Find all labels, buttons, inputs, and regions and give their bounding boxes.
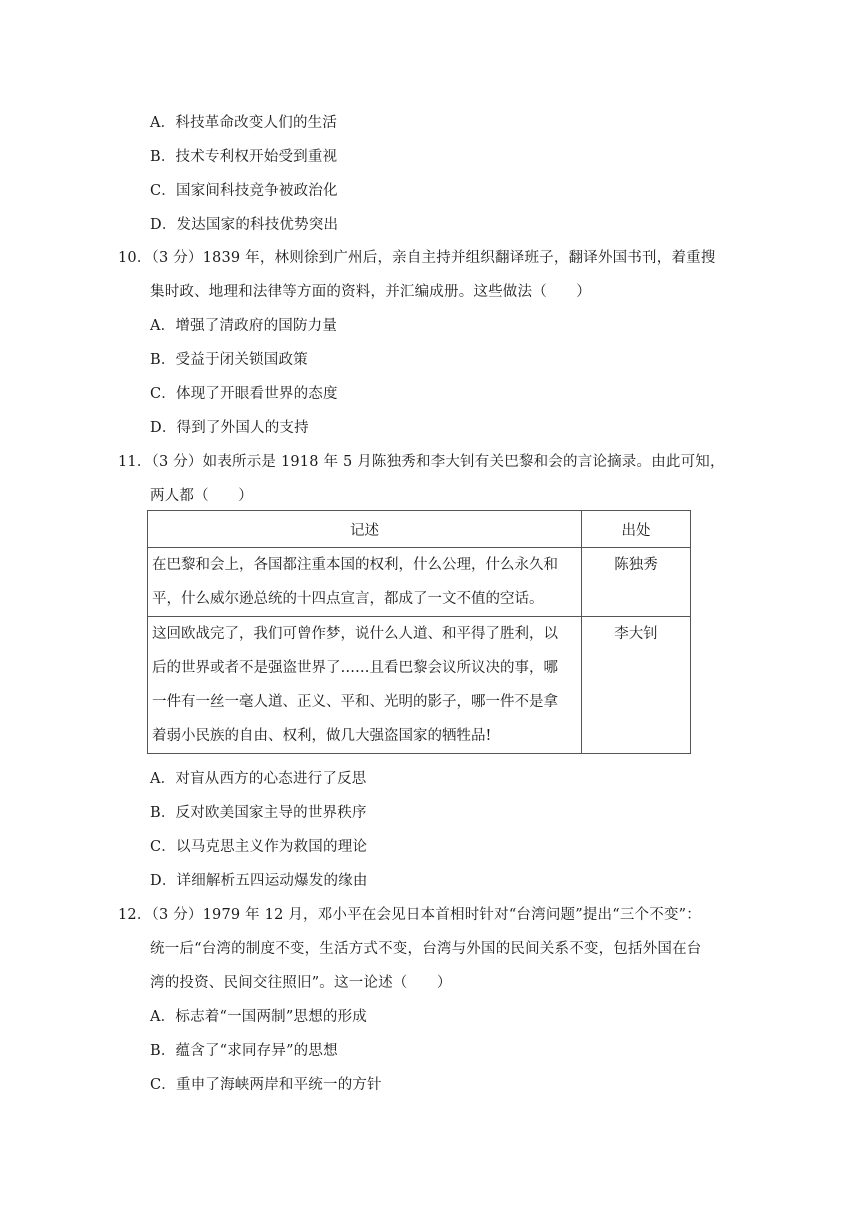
q9-option-c: C．国家间科技竞争被政治化: [150, 183, 338, 199]
q12-stem-line1: 12．（3 分）1979 年 12 月，邓小平在会见日本首相时针对“台湾问题”提出“三个不变”：: [118, 907, 701, 923]
q10-option-b: B．受益于闭关锁国政策: [150, 352, 308, 368]
quote-line: 一件有一丝一毫人道、正义、平和、光明的影子，哪一件不是拿: [152, 694, 558, 710]
q11-option-a: A．对盲从西方的心态进行了反思: [150, 771, 367, 787]
q10-option-c: C．体现了开眼看世界的态度: [150, 386, 338, 402]
q11-stem-line1: 11．（3 分）如表所示是 1918 年 5 月陈独秀和李大钊有关巴黎和会的言论摘录。由此可知，: [118, 454, 725, 470]
table-header-row: [148, 511, 691, 548]
source-li-dazhao: 李大钊: [582, 617, 691, 754]
q11-option-b: B．反对欧美国家主导的世界秩序: [150, 805, 367, 821]
q10-stem-line2: 集时政、地理和法律等方面的资料，并汇编成册。这些做法（ ）: [150, 284, 591, 300]
q12-option-c: C．重申了海峡两岸和平统一的方针: [150, 1077, 382, 1093]
quote-table: [147, 510, 691, 754]
q12-stem-line3: 湾的投资、民间交往照旧”。这一论述（ ）: [150, 975, 452, 991]
quote-line: 平，什么威尔逊总统的十四点宣言，都成了一文不值的空话。: [152, 591, 544, 607]
quote-line: 后的世界或者不是强盗世界了……且看巴黎会议所议决的事，哪: [152, 660, 558, 676]
q11-option-d: D．详细解析五四运动爆发的缘由: [150, 873, 368, 889]
table-row: [148, 548, 691, 617]
q11-option-c: C．以马克思主义作为救国的理论: [150, 839, 368, 855]
quote-chen-duxiu: [148, 548, 582, 617]
q10-stem-line1: 10．（3 分）1839 年，林则徐到广州后，亲自主持并组织翻译班子，翻译外国书刊，着重搜: [118, 250, 716, 266]
q11-stem-line2: 两人都（ ）: [150, 488, 253, 504]
table-row: [148, 617, 691, 754]
table-header-source: 出处: [582, 511, 691, 548]
q9-option-b: B．技术专利权开始受到重视: [150, 149, 338, 165]
table-header-content: 记述: [148, 511, 582, 548]
q12-option-b: B．蕴含了“求同存异”的思想: [150, 1043, 338, 1059]
q12-stem-line2: 统一后“台湾的制度不变，生活方式不变，台湾与外国的民间关系不变，包括外国在台: [150, 941, 702, 957]
q9-option-a: A．科技革命改变人们的生活: [150, 115, 338, 131]
q9-option-d: D．发达国家的科技优势突出: [150, 217, 339, 233]
q10-option-a: A．增强了清政府的国防力量: [150, 318, 338, 334]
q10-option-d: D．得到了外国人的支持: [150, 420, 309, 436]
source-chen-duxiu: 陈独秀: [582, 548, 691, 617]
quote-li-dazhao: [148, 617, 582, 754]
quote-line: 在巴黎和会上，各国都注重本国的权利，什么公理，什么永久和: [152, 557, 558, 573]
quote-line: 着弱小民族的自由、权利，做几大强盗国家的牺牲品!: [152, 728, 492, 744]
quote-line: 这回欧战完了，我们可曾作梦，说什么人道、和平得了胜利，以: [152, 626, 558, 642]
q12-option-a: A．标志着“一国两制”思想的形成: [150, 1009, 367, 1025]
